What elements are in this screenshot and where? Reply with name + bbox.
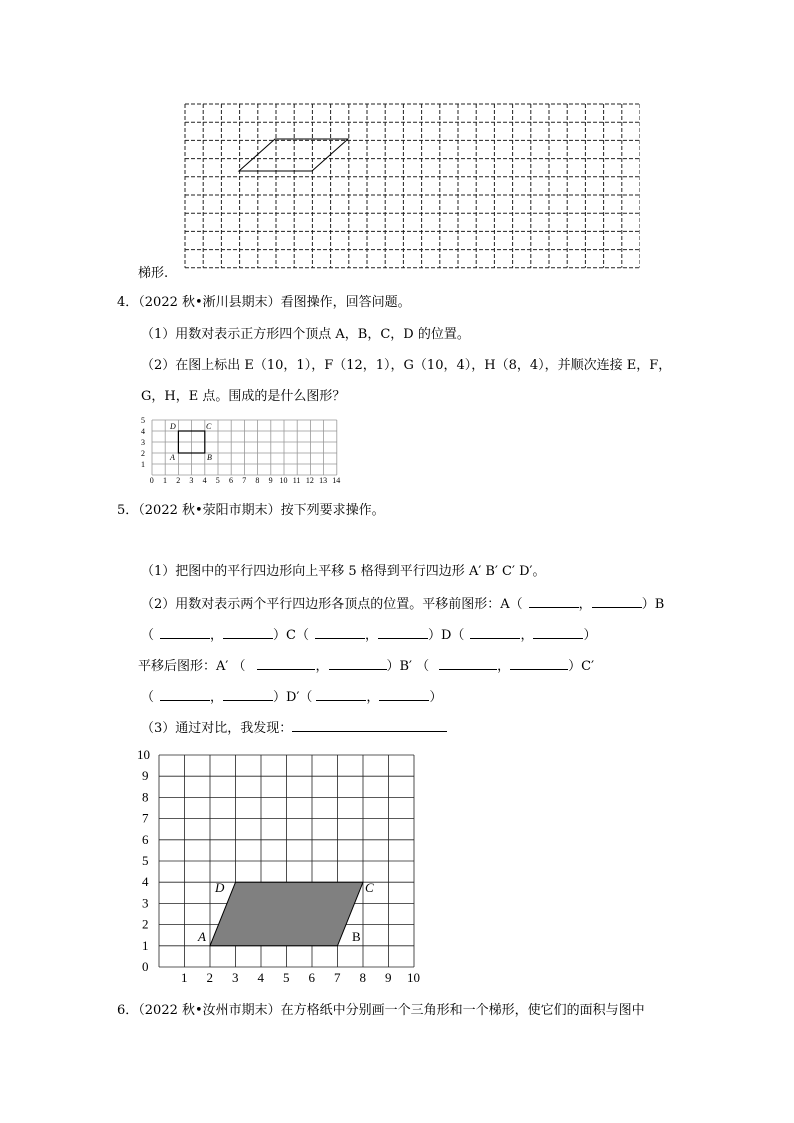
q5-x-tick: 9 [385, 970, 392, 985]
q4-x-tick: 5 [215, 476, 220, 484]
q5-y-tick: 7 [142, 810, 149, 826]
q5-blank-Cp-y[interactable] [223, 688, 273, 701]
q5-x-tick: 6 [308, 970, 315, 985]
q4-label-C: C [206, 422, 212, 431]
q5-part2-line3 [138, 655, 594, 674]
q5-close-Dp: ）D′（ [273, 690, 313, 705]
q5-part3 [141, 717, 447, 736]
q5-close-Cp: ）C′ [568, 659, 595, 674]
q4-x-tick: 8 [255, 476, 260, 484]
q4-header: 4．（2022 秋•淅川县期末）看图操作，回答问题。 [117, 295, 411, 310]
q5-comma-1: ， [578, 597, 592, 612]
q5-x-tick: 5 [283, 970, 290, 985]
q5-part2-line2 [141, 624, 596, 643]
q5-header: 5．（2022 秋•荥阳市期末）按下列要求操作。 [117, 503, 385, 518]
q5-blank-Cp-x[interactable] [160, 688, 210, 701]
q5-part2-lead: （2）用数对表示两个平行四边形各顶点的位置。平移前图形：A（ [141, 597, 523, 612]
q5-part2-line1 [141, 593, 664, 612]
q5-close-D: ）D（ [428, 628, 465, 643]
q5-blank-D-y[interactable] [533, 626, 583, 639]
q4-part2-line1: （2）在图上标出 E（10，1），F（12，1），G（10，4），H（8，4），并顺次连接 E，F， [141, 358, 672, 373]
q5-blank-Dp-x[interactable] [316, 688, 366, 701]
q5-label-C: C [365, 880, 374, 895]
q3-tail-text: 梯形. [138, 266, 169, 281]
q5-comma-8: ， [366, 690, 380, 705]
q5-label-A: A [198, 929, 206, 944]
q5-coordinate-grid [135, 745, 425, 985]
q5-comma-4: ， [520, 628, 534, 643]
q4-x-tick: 0 [149, 476, 154, 484]
q5-blank-C-x[interactable] [315, 626, 365, 639]
q5-blank-D-x[interactable] [470, 626, 520, 639]
q4-x-tick: 4 [202, 476, 207, 484]
q5-y-tick: 9 [142, 768, 149, 784]
q5-comma-3: ， [364, 628, 378, 643]
q5-x-tick: 4 [257, 970, 264, 985]
q5-y-tick: 0 [142, 959, 149, 974]
q3-parallelogram [239, 139, 348, 171]
q5-x-tick: 2 [206, 970, 213, 985]
q5-blank-Ap-x[interactable] [257, 657, 315, 670]
q5-open-B: （ [141, 628, 155, 643]
q3-dashed-grid [184, 103, 640, 273]
q5-x-tick: 1 [181, 970, 188, 985]
q4-part2-line2: G，H，E 点。围成的是什么图形？ [141, 389, 346, 404]
q5-x-tick: 3 [232, 970, 239, 985]
q5-blank-Bp-y[interactable] [510, 657, 568, 670]
q4-y-tick: 1 [141, 460, 145, 469]
q5-comma-6: ， [497, 659, 511, 674]
q5-part1: （1）把图中的平行四边形向上平移 5 格得到平行四边形 A′ B′ C′ D′。 [141, 564, 546, 579]
q5-blank-A-y[interactable] [592, 595, 642, 608]
q4-x-tick: 7 [242, 476, 247, 484]
q4-x-tick: 11 [292, 476, 301, 484]
q5-blank-Bp-x[interactable] [439, 657, 497, 670]
q4-x-tick: 1 [163, 476, 167, 484]
q4-label-A: A [170, 453, 175, 462]
q4-x-tick: 10 [279, 476, 288, 484]
q5-y-tick: 5 [142, 853, 149, 868]
q5-close-end-2: ） [429, 690, 443, 705]
q5-blank-Dp-y[interactable] [379, 688, 429, 701]
q5-blank-B-y[interactable] [223, 626, 273, 639]
q5-comma-5: ， [315, 659, 329, 674]
q5-y-tick: 2 [142, 916, 149, 932]
q5-y-tick: 1 [142, 937, 149, 953]
q5-blank-A-x[interactable] [529, 595, 579, 608]
q4-coordinate-grid [140, 416, 355, 484]
q5-blank-C-y[interactable] [378, 626, 428, 639]
q5-close-end-1: ） [583, 628, 597, 643]
q4-part1: （1）用数对表示正方形四个顶点 A，B，C，D 的位置。 [141, 327, 470, 342]
q5-open-Cp: （ [141, 690, 155, 705]
q5-x-tick: 10 [407, 970, 420, 985]
q5-blank-Ap-y[interactable] [329, 657, 387, 670]
q5-part2-line4 [141, 686, 442, 705]
q5-close-C: ）C（ [273, 628, 309, 643]
q5-y-tick: 4 [142, 874, 149, 890]
q5-y-tick: 10 [137, 747, 150, 762]
q5-comma-7: ， [210, 690, 224, 705]
q4-x-tick: 6 [229, 476, 233, 484]
q5-close-B: ）B [641, 597, 665, 612]
q5-label-B: B [352, 929, 361, 944]
q6-header: 6．（2022 秋•汝州市期末）在方格纸中分别画一个三角形和一个梯形，使它们的面积与图中 [117, 1003, 645, 1018]
q5-y-tick: 3 [142, 895, 149, 911]
q5-label-D: D [215, 880, 225, 895]
q5-after-label: 平移后图形：A′ （ [138, 659, 246, 674]
q4-y-tick: 2 [141, 449, 145, 458]
q4-y-tick: 5 [141, 416, 145, 425]
q4-y-tick: 4 [141, 427, 145, 436]
q4-x-tick: 13 [319, 476, 328, 484]
q5-part3-text: （3）通过对比，我发现： [141, 721, 293, 736]
q4-x-tick: 2 [176, 476, 181, 484]
q4-x-tick: 12 [305, 476, 314, 484]
q5-close-Bp: ）B′ （ [386, 659, 430, 674]
q5-y-tick: 8 [142, 789, 149, 805]
q4-label-D: D [170, 422, 176, 431]
q5-parallelogram [210, 882, 363, 946]
q4-x-tick: 14 [332, 476, 341, 484]
q4-x-tick: 3 [189, 476, 194, 484]
q5-x-tick: 7 [334, 970, 341, 985]
q4-label-B: B [207, 453, 212, 462]
q5-y-tick: 6 [142, 831, 149, 847]
q5-blank-B-x[interactable] [160, 626, 210, 639]
q4-y-tick: 3 [141, 438, 145, 447]
q5-blank-finding[interactable] [292, 719, 447, 732]
q5-x-tick: 8 [359, 970, 366, 985]
q5-comma-2: ， [210, 628, 224, 643]
q4-x-tick: 9 [268, 476, 273, 484]
